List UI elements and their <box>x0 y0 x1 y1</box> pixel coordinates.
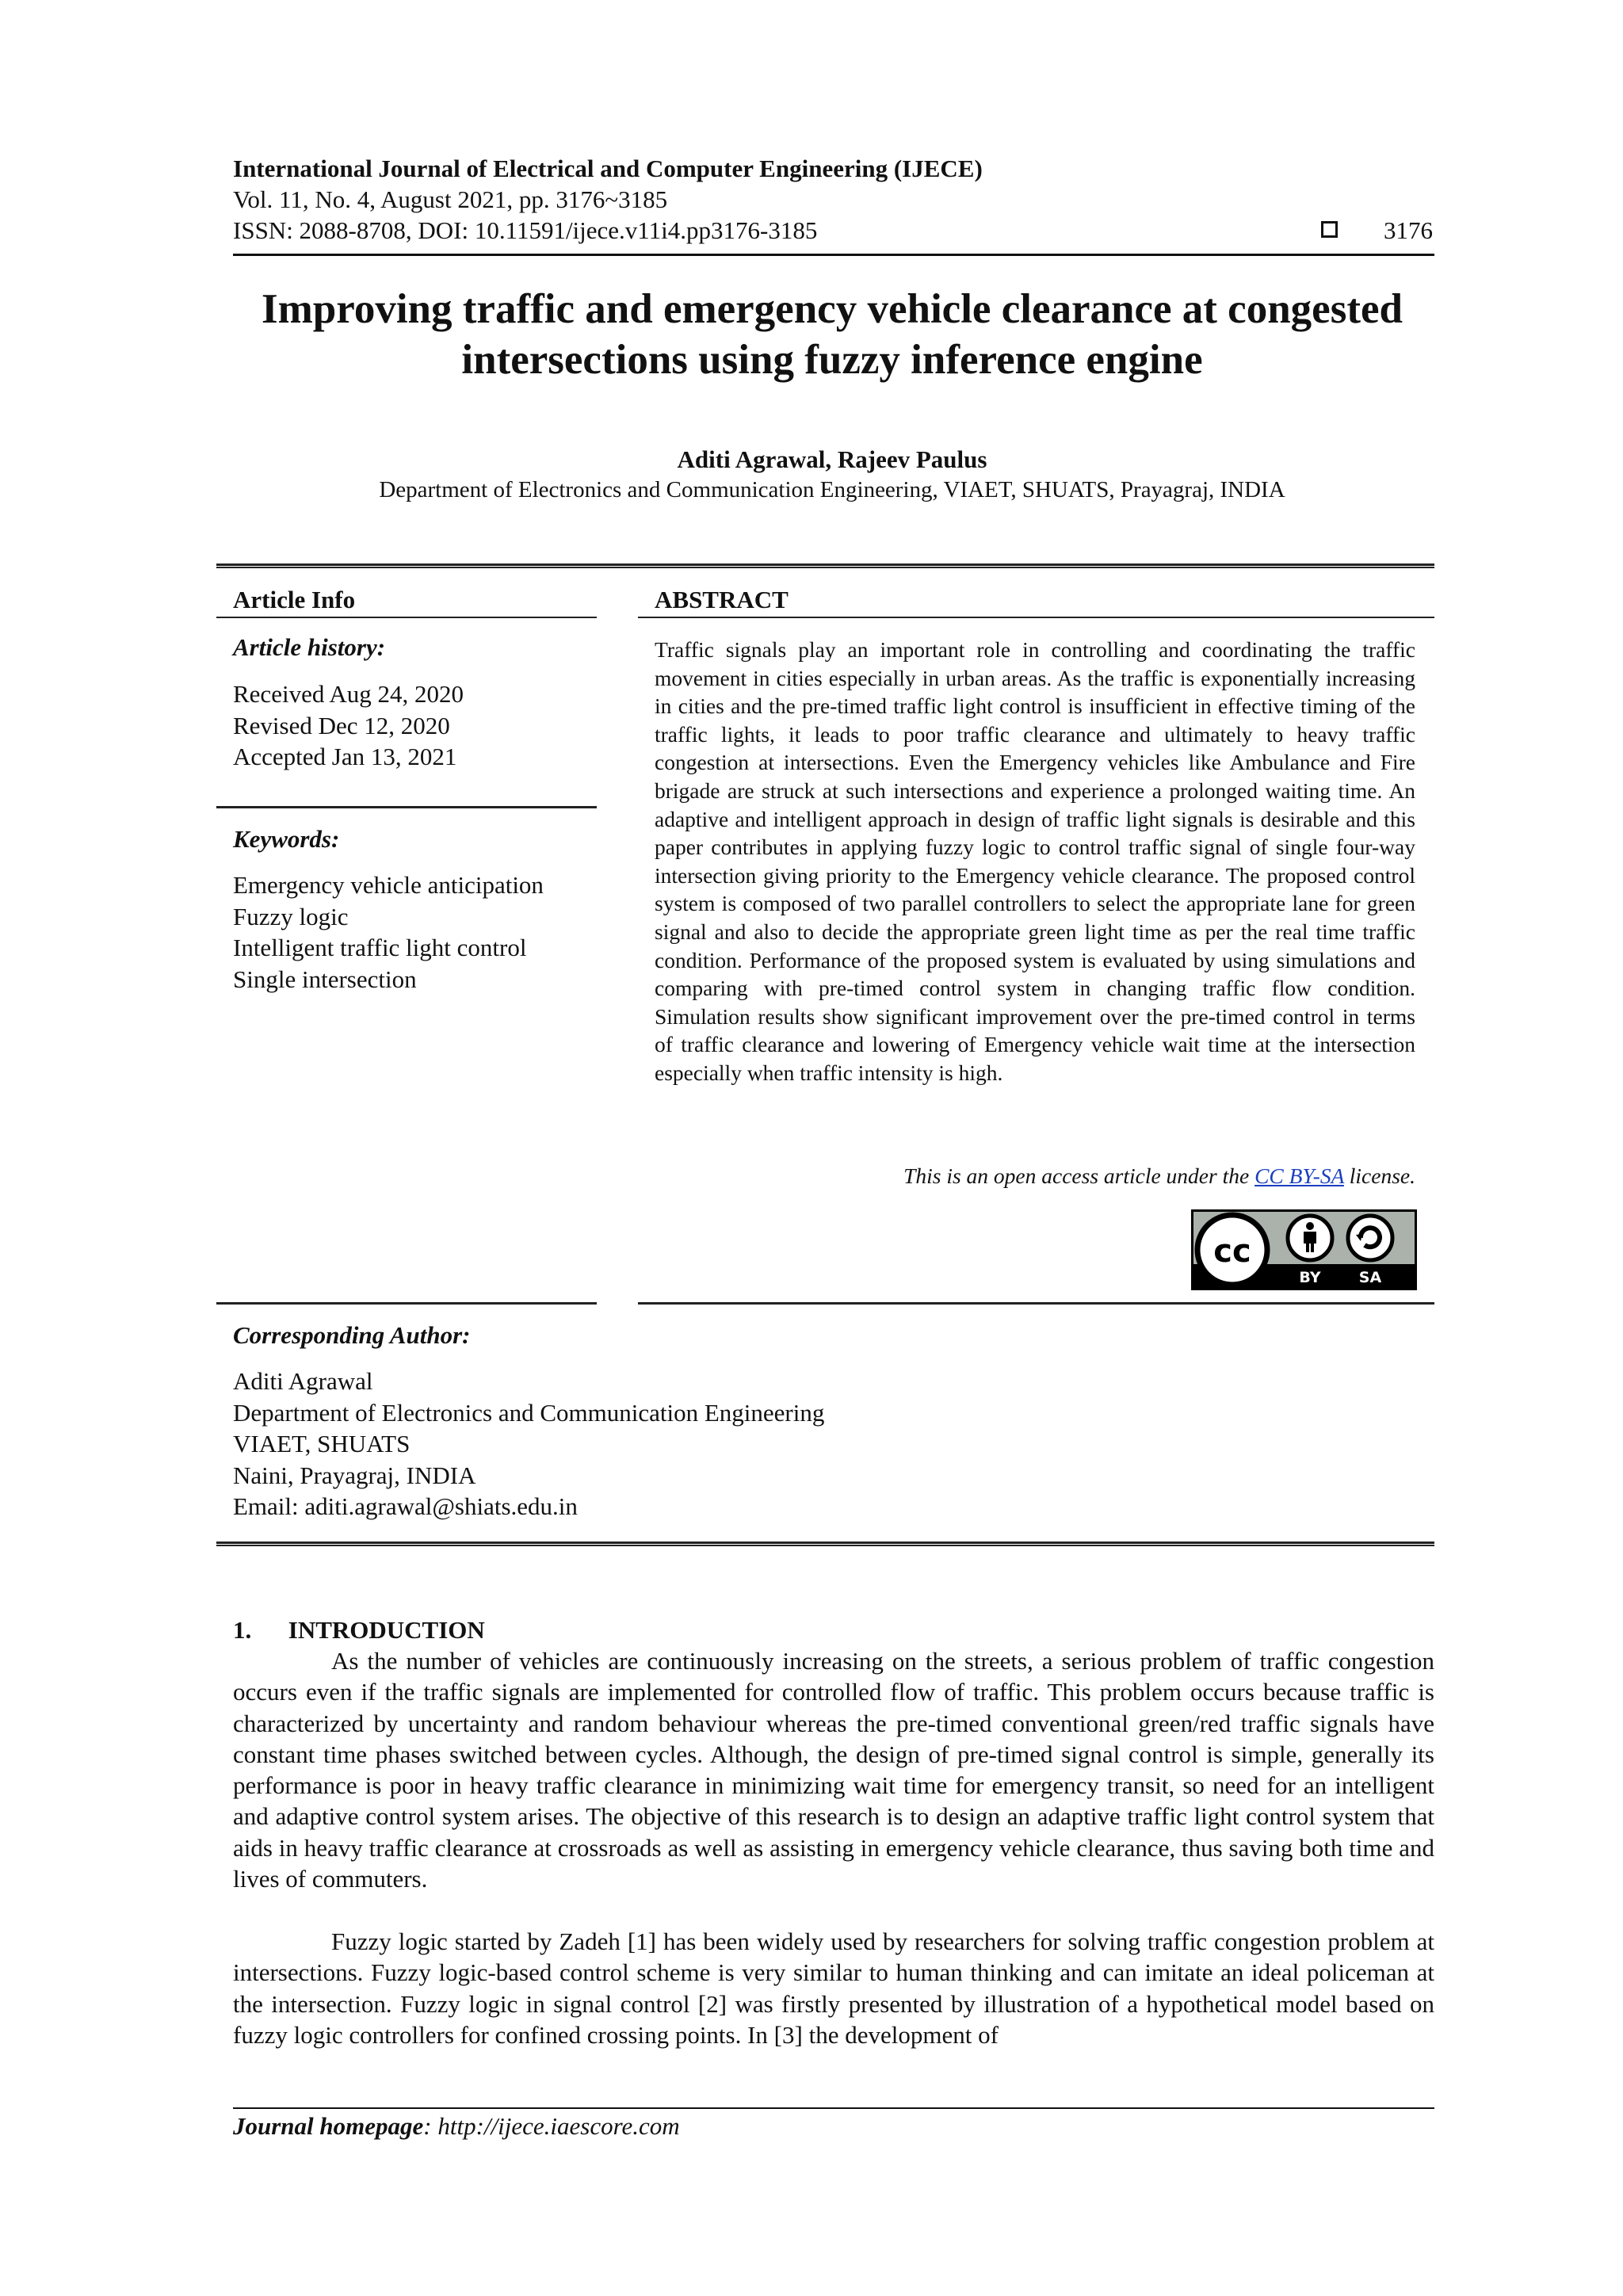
intro-paragraph-2: Fuzzy logic started by Zadeh [1] has been widely used by researchers for solving traffic congestion problem at intersections. Fuzzy logic-based control scheme is very similar to human thinking and can imitate an ideal policeman at the intersection. Fuzzy logic in signal control [2] was firstly presented by illustration of a hypothetical model based on fuzzy logic controllers for confined crossing points. In [3] the development of <box>233 1927 1434 2049</box>
cc-by-sa-link[interactable]: CC BY-SA <box>1254 1163 1344 1188</box>
cc-logo-icon <box>1197 1215 1267 1285</box>
history-heading: Article history: <box>233 633 386 661</box>
header-rule <box>233 254 1434 256</box>
license-statement <box>655 1162 1415 1190</box>
keywords-rule <box>216 806 597 808</box>
page-number: 3176 <box>1384 216 1433 244</box>
info-box-end-rule <box>216 1541 1434 1546</box>
section-heading-introduction: 1. INTRODUCTION <box>233 1616 485 1644</box>
intro-paragraph-1: As the number of vehicles are continuously increasing on the streets, a serious problem of traffic congestion occurs even if the traffic signals are implemented for controlled flow of traffic. This problem occurs because traffic is characterized by uncertainty and random behaviour whereas the pre-timed conventional green/red traffic signals have constant time phases switched between cycles. Although, the design of pre-timed signal control is simple, generally its performance is poor in heavy traffic clearance in minimizing wait time for emergency transit, so need for an intelligent and adaptive control system arises. The objective of this research is to design an adaptive traffic light control system that aids in heavy traffic clearance at crossroads as well as assisting in emergency vehicle clearance, thus saving both time and lives of commuters. <box>233 1647 1434 1893</box>
corresponding-email: Email: aditi.agrawal@shiats.edu.in <box>233 1492 578 1520</box>
history-received: Received Aug 24, 2020 <box>233 680 464 708</box>
corresponding-department: Department of Electronics and Communication Engineering <box>233 1398 825 1427</box>
keyword-item: Single intersection <box>233 965 417 993</box>
corresponding-institute: VIAET, SHUATS <box>233 1430 411 1457</box>
corresponding-heading: Corresponding Author: <box>233 1321 471 1349</box>
paper-title: Improving traffic and emergency vehicle clearance at congested intersections using fuzzy inference engine <box>262 286 1403 383</box>
square-bullet-icon <box>1321 221 1338 238</box>
license-prefix: This is an open access article under the <box>903 1163 1255 1188</box>
corresponding-location: Naini, Prayagraj, INDIA <box>233 1461 476 1489</box>
badge-by-label: BY <box>1299 1269 1321 1286</box>
abstract-text: Traffic signals play an important role in controlling and coordinating the traffic movement in cities especially in urban areas. As the traffic is exponentially increasing in cities and the pre-timed traffic light control is insufficient in effective timing of the traffic lights, it leads to poor traffic clearance and ultimately to heavy traffic congestion at intersections. Even the Emergency vehicles like Ambulance and Fire brigade are struck at such intersections and experience a prolonged waiting time. An adaptive and intelligent approach in design of traffic light signals is desirable and this paper contributes in applying fuzzy logic to control traffic signal of single four-way intersection giving priority to the Emergency vehicle clearance. The proposed control system is composed of two parallel controllers to select the appropriate lane for green signal and also to decide the appropriate green light time as per the real time traffic condition. Performance of the proposed system is evaluated by using simulations and comparing with pre-timed control system in changing traffic flow condition. Simulation results show significant improvement over the pre-timed control in terms of traffic clearance and lowering of Emergency vehicle wait time at the intersection especially when traffic intensity is high. <box>655 637 1415 1085</box>
article-info-heading: Article Info <box>233 586 356 613</box>
keywords-list <box>233 869 544 995</box>
homepage-url[interactable]: : http://ijece.iaescore.com <box>423 2112 680 2140</box>
history-revised: Revised Dec 12, 2020 <box>233 711 450 739</box>
history-list <box>233 678 464 773</box>
journal-volume: Vol. 11, No. 4, August 2021, pp. 3176~3185 <box>233 185 668 213</box>
info-bottom-rule-right <box>638 1302 1434 1305</box>
share-alike-icon <box>1348 1216 1392 1260</box>
paper-authors: Aditi Agrawal, Rajeev Paulus <box>677 445 987 473</box>
svg-text:cc: cc <box>1213 1233 1251 1270</box>
history-accepted: Accepted Jan 13, 2021 <box>233 743 457 770</box>
corresponding-name: Aditi Agrawal <box>233 1367 373 1395</box>
journal-issn-doi: ISSN: 2088-8708, DOI: 10.11591/ijece.v11i4.pp3176-3185 <box>233 216 818 244</box>
attribution-icon <box>1288 1216 1332 1260</box>
license-suffix: license. <box>1343 1163 1415 1188</box>
badge-sa-label: SA <box>1358 1269 1382 1286</box>
journal-name: International Journal of Electrical and Computer Engineering (IJECE) <box>233 155 983 182</box>
homepage-label: Journal homepage <box>233 2112 424 2140</box>
keyword-item: Emergency vehicle anticipation <box>233 871 544 899</box>
abstract-heading: ABSTRACT <box>655 586 789 613</box>
cc-by-sa-badge[interactable] <box>1191 1209 1417 1290</box>
info-top-rule <box>216 563 1434 568</box>
abstract-rule <box>638 617 1434 618</box>
keyword-item: Intelligent traffic light control <box>233 934 527 961</box>
corresponding-details <box>233 1366 824 1522</box>
author-affiliation: Department of Electronics and Communication Engineering, VIAET, SHUATS, Prayagraj, INDIA <box>379 477 1285 502</box>
intro-paragraph <box>233 1926 1434 2050</box>
article-info-rule <box>216 617 597 618</box>
info-bottom-rule-left <box>216 1302 597 1305</box>
intro-paragraph <box>233 1645 1434 1894</box>
journal-homepage <box>233 2111 680 2142</box>
footer-rule <box>233 2107 1434 2109</box>
keywords-heading: Keywords: <box>233 825 340 853</box>
keyword-item: Fuzzy logic <box>233 902 349 930</box>
